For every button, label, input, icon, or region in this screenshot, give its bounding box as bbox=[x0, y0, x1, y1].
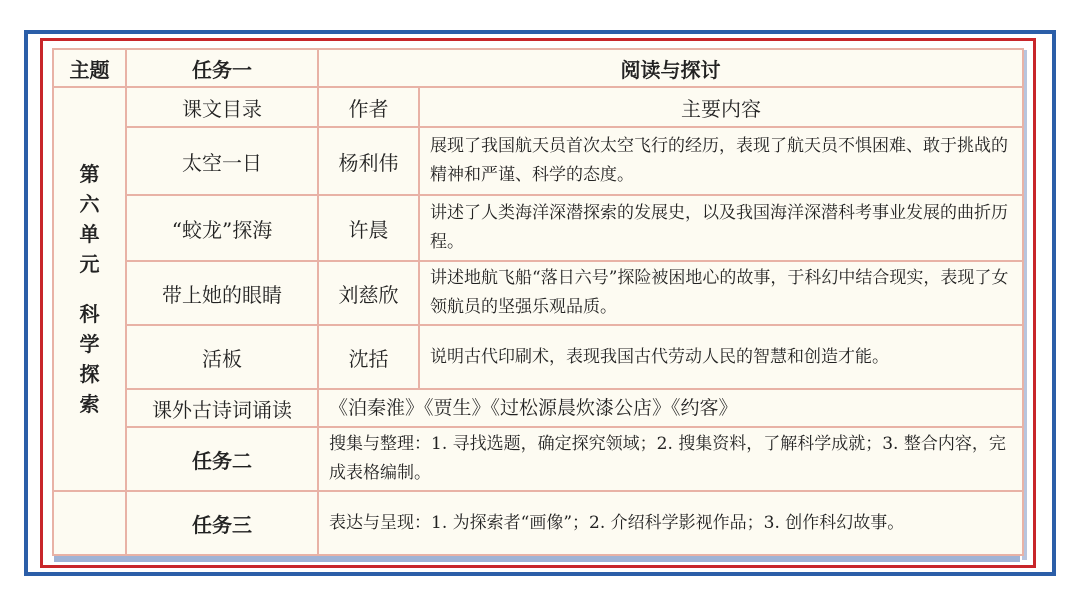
text-author: 许晨 bbox=[318, 195, 419, 261]
text-author: 沈括 bbox=[318, 325, 419, 389]
poem-row bbox=[53, 389, 1023, 427]
text-content: 展现了我国航天员首次太空飞行的经历，表现了航天员不惧困难、敢于挑战的精神和严谨、科学的态度。 bbox=[419, 127, 1023, 195]
poem-label: 课外古诗词诵读 bbox=[126, 389, 318, 427]
column-header-row bbox=[53, 87, 1023, 127]
unit-plan-table bbox=[52, 48, 1024, 556]
task3-spacer bbox=[53, 491, 126, 555]
col-header-author: 作者 bbox=[318, 87, 419, 127]
task2-label: 任务二 bbox=[126, 427, 318, 491]
task2-content: 搜集与整理：1. 寻找选题，确定探究领域；2. 搜集资料，了解科学成就；3. 整合内容，完成表格编制。 bbox=[318, 427, 1023, 491]
task2-row bbox=[53, 427, 1023, 491]
text-content: 讲述地航飞船“落日六号”探险被困地心的故事，于科幻中结合现实，表现了女领航员的坚强乐观品质。 bbox=[419, 261, 1023, 325]
col-header-title: 课文目录 bbox=[126, 87, 318, 127]
table-row bbox=[53, 195, 1023, 261]
frame-shadow-bottom bbox=[54, 556, 1020, 562]
table-row bbox=[53, 325, 1023, 389]
poem-content: 《泊秦淮》《贾生》《过松源晨炊漆公店》《约客》 bbox=[318, 389, 1023, 427]
task1-title: 阅读与探讨 bbox=[318, 49, 1023, 87]
col-header-content: 主要内容 bbox=[419, 87, 1023, 127]
text-author: 杨利伟 bbox=[318, 127, 419, 195]
unit-label: 第 六 单 元 科 学 探 索 bbox=[79, 162, 100, 416]
text-title: 带上她的眼睛 bbox=[126, 261, 318, 325]
table-row bbox=[53, 127, 1023, 195]
task3-row bbox=[53, 491, 1023, 555]
text-title: 太空一日 bbox=[126, 127, 318, 195]
task3-label: 任务三 bbox=[126, 491, 318, 555]
text-title: 活板 bbox=[126, 325, 318, 389]
header-row bbox=[53, 49, 1023, 87]
unit-label-cell bbox=[53, 87, 126, 491]
topic-label: 主题 bbox=[53, 49, 126, 87]
text-content: 说明古代印刷术，表现我国古代劳动人民的智慧和创造才能。 bbox=[419, 325, 1023, 389]
table-row bbox=[53, 261, 1023, 325]
text-content: 讲述了人类海洋深潜探索的发展史，以及我国海洋深潜科考事业发展的曲折历程。 bbox=[419, 195, 1023, 261]
text-title: “蛟龙”探海 bbox=[126, 195, 318, 261]
task3-content: 表达与呈现：1. 为探索者“画像”；2. 介绍科学影视作品；3. 创作科幻故事。 bbox=[318, 491, 1023, 555]
text-author: 刘慈欣 bbox=[318, 261, 419, 325]
task1-label: 任务一 bbox=[126, 49, 318, 87]
